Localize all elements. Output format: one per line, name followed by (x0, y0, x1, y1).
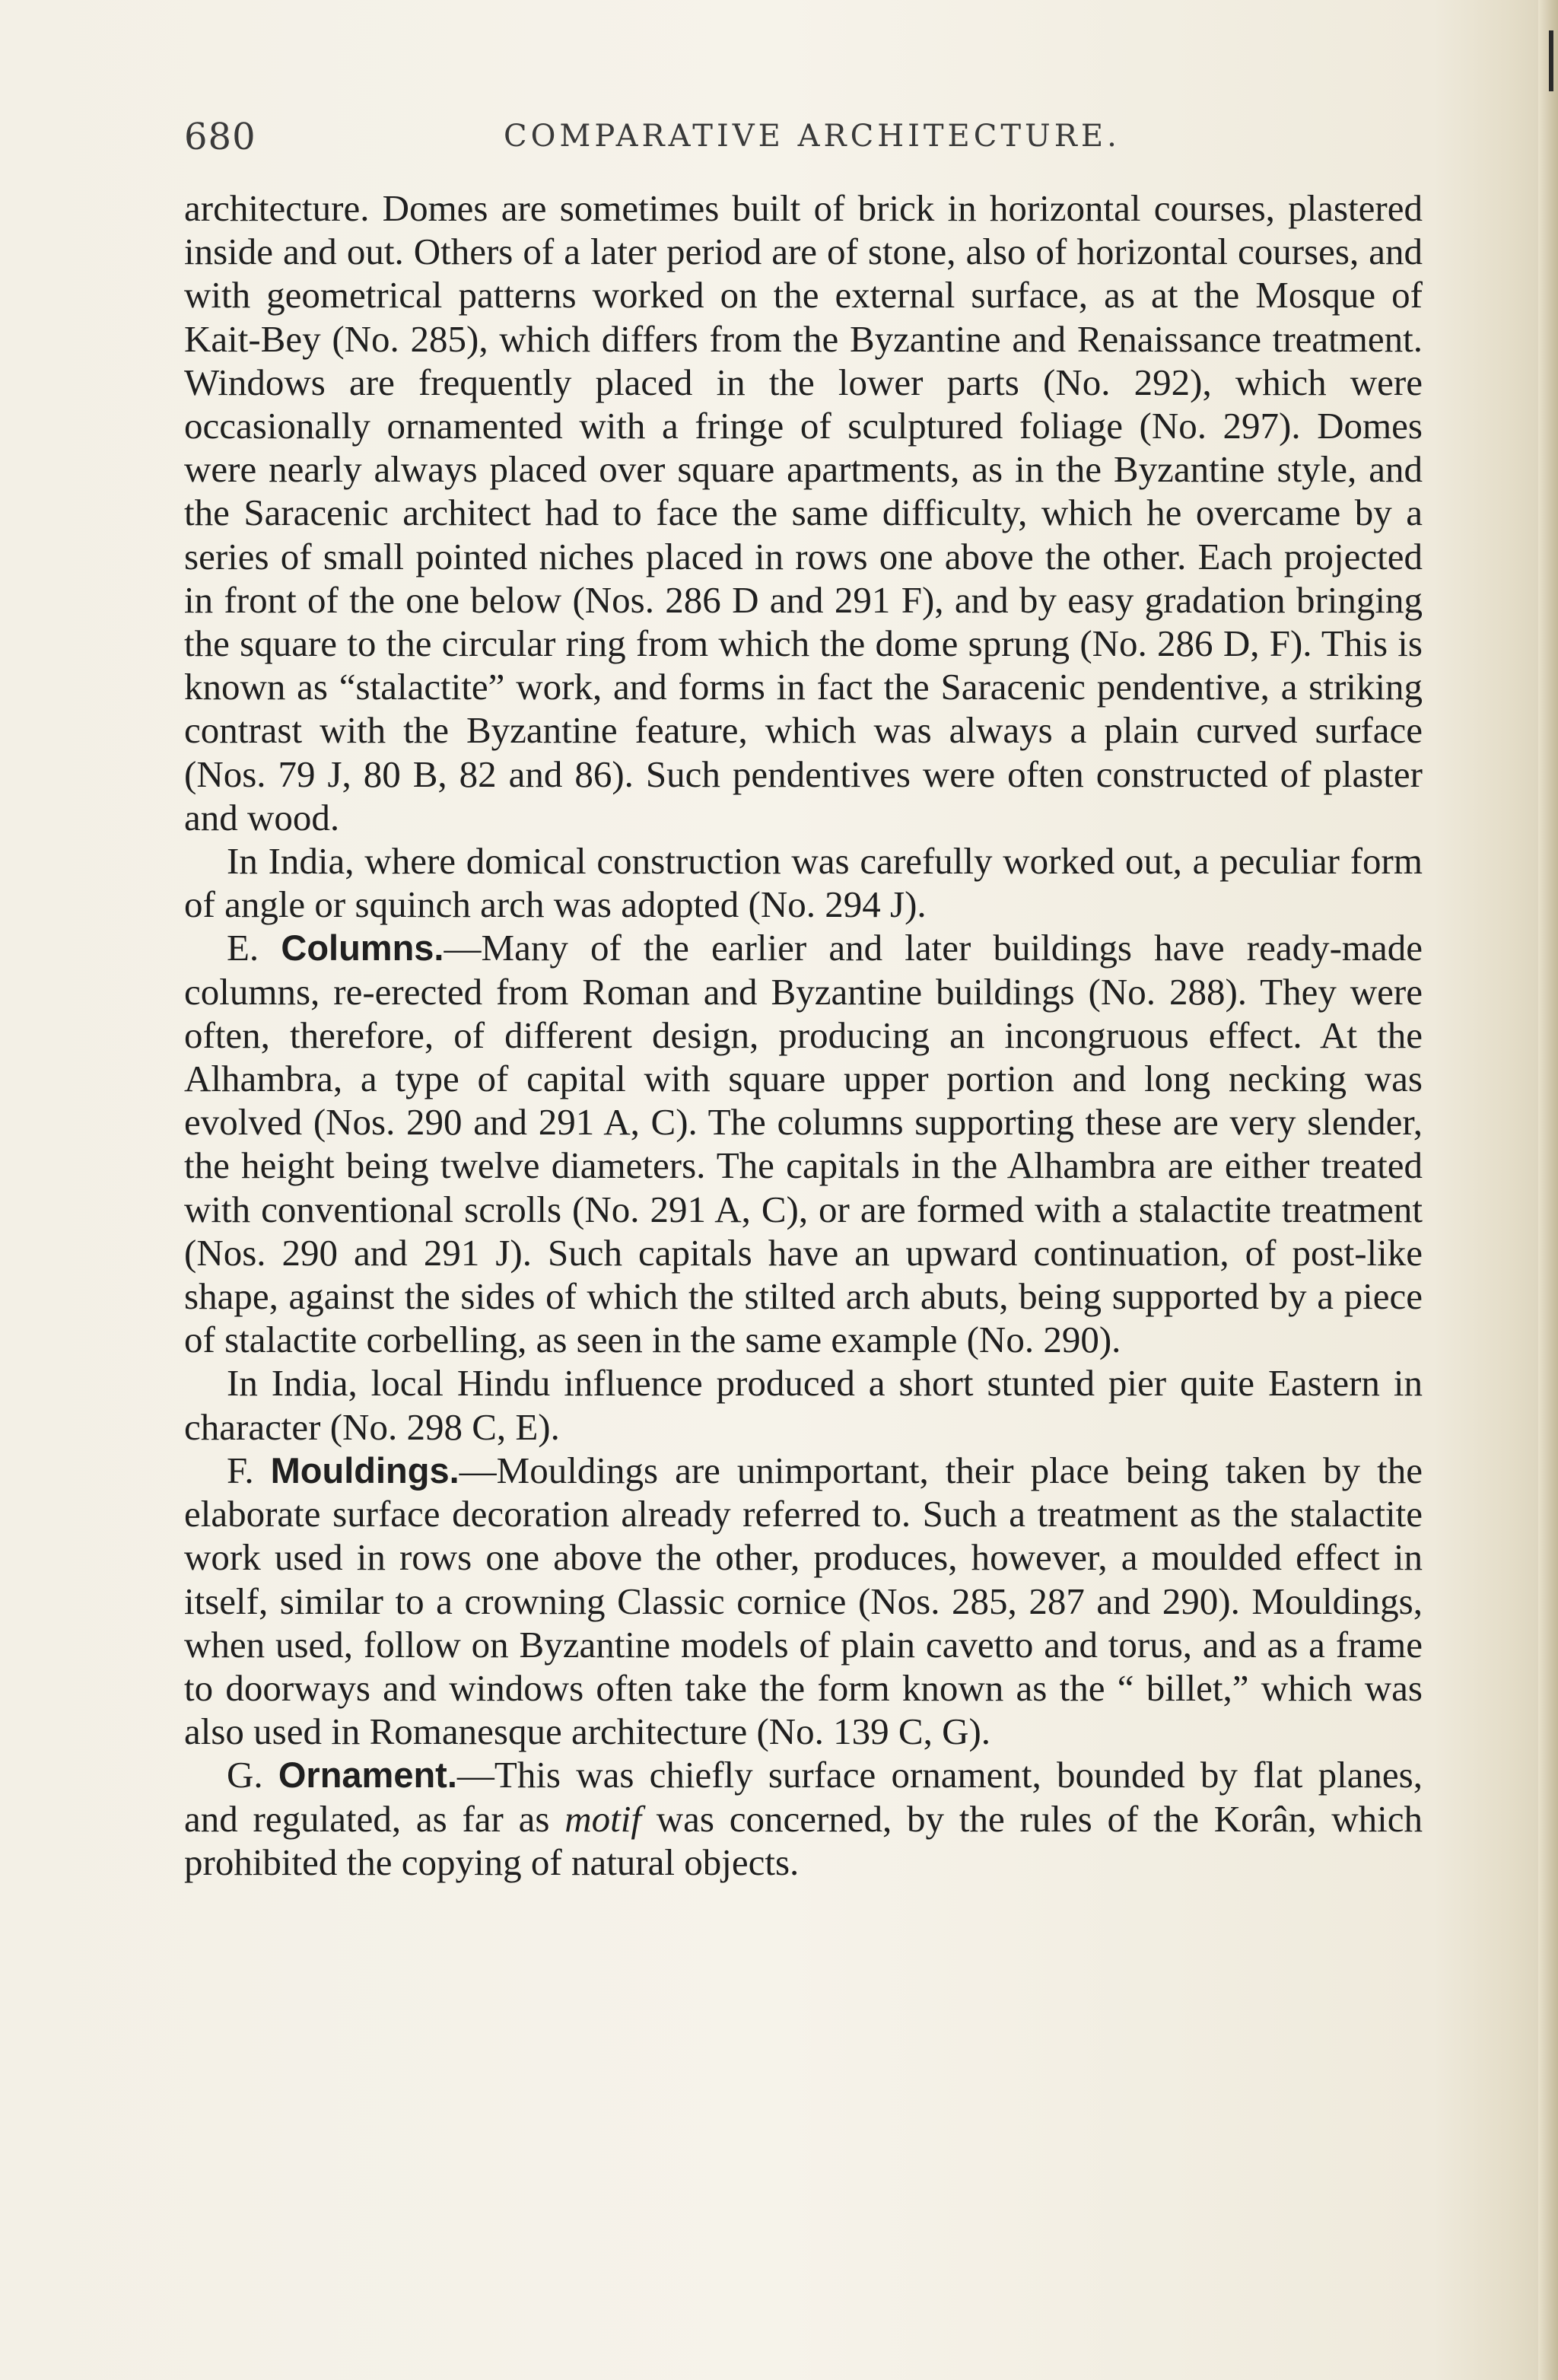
section-letter: E. (227, 927, 259, 969)
paragraph-mouldings (184, 1449, 1423, 1753)
paragraph-text: —This was chiefly surface ornament, bounded by flat planes, and regulated, as far as (184, 1754, 1423, 1840)
page-number: 680 (184, 116, 256, 158)
page-edge (1538, 0, 1558, 2380)
body-text (184, 186, 1423, 1884)
paragraph-domes (184, 186, 1423, 839)
paragraph-ornament (184, 1753, 1423, 1884)
paragraph-text: In India, local Hindu influence produced a short stunted pier quite Eastern in character (No. 298 C, E). (184, 1362, 1423, 1448)
section-letter: G. (227, 1754, 263, 1796)
paragraph-text: was concerned, by the rules of the Korân, which prohibited the copying of natural objects. (184, 1797, 1423, 1883)
running-title: COMPARATIVE ARCHITECTURE. (504, 119, 1121, 154)
paragraph-text: architecture. Domes are sometimes built of brick in horizontal courses, plastered inside and out. Others of a later period are of stone, also of horizontal courses, and with geometrical patterns worked on the external surface, as at the Mosque of Kait-Bey (No. 285), which differs from the Byzantine and Renaissance treatment. Windows are frequently placed in the lower parts (No. 292), which were occasionally ornamented with a fringe of sculptured foliage (No. 297). Domes were nearly always placed over square apartments, as in the Byzantine style, and the Saracenic architect had to face the same difficulty, which he overcame by a series of small pointed niches placed in rows one above the other. Each projected in front of the one below (Nos. 286 D and 291 F), and by easy gradation bringing the square to the circular ring from which the dome sprung (No. 286 D, F). This is known as “stalactite” work, and forms in fact the Saracenic pendentive, a striking contrast with the Byzantine feature, which was always a plain curved surface (Nos. 79 J, 80 B, 82 and 86). Such pendentives were often constructed of plaster and wood. (184, 187, 1423, 838)
paragraph-india-piers (184, 1361, 1423, 1448)
section-heading-ornament: Ornament. (278, 1755, 457, 1796)
section-heading-columns: Columns. (281, 928, 444, 969)
page-header (184, 111, 1423, 166)
spine-mark (1549, 30, 1553, 91)
paragraph-columns (184, 926, 1423, 1361)
section-letter: F. (227, 1449, 254, 1491)
paragraph-india-domes (184, 839, 1423, 926)
paragraph-text: —Many of the earlier and later buildings have ready-made columns, re-erected from Roman and Byzantine buildings (No. 288). They were often, therefore, of different design, producing an incongruous effect. At the Alhambra, a type of capital with square upper portion and long necking was evolved (Nos. 290 and 291 A, C). The columns supporting these are very slender, the height being twelve diameters. The capitals in the Alhambra are either treated with conventional scrolls (No. 291 A, C), or are formed with a stalactite treatment (Nos. 290 and 291 J). Such capitals have an upward continuation, of post-like shape, against the sides of which the stilted arch abuts, being supported by a piece of stalactite corbelling, as seen in the same example (No. 290). (184, 927, 1423, 1361)
paragraph-text: —Mouldings are unimportant, their place being taken by the elaborate surface decoration already referred to. Such a treatment as the stalactite work used in rows one above the other, produces, however, a moulded effect in itself, similar to a crowning Classic cornice (Nos. 285, 287 and 290). Mouldings, when used, follow on Byzantine models of plain cavetto and torus, and as a frame to doorways and windows often take the form known as the “ billet,” which was also used in Romanesque architecture (No. 139 C, G). (184, 1449, 1423, 1753)
section-heading-mouldings: Mouldings. (270, 1449, 459, 1491)
paragraph-text: In India, where domical construction was carefully worked out, a peculiar form of angle or squinch arch was adopted (No. 294 J). (184, 840, 1423, 926)
emphasis-motif: motif (564, 1797, 641, 1840)
